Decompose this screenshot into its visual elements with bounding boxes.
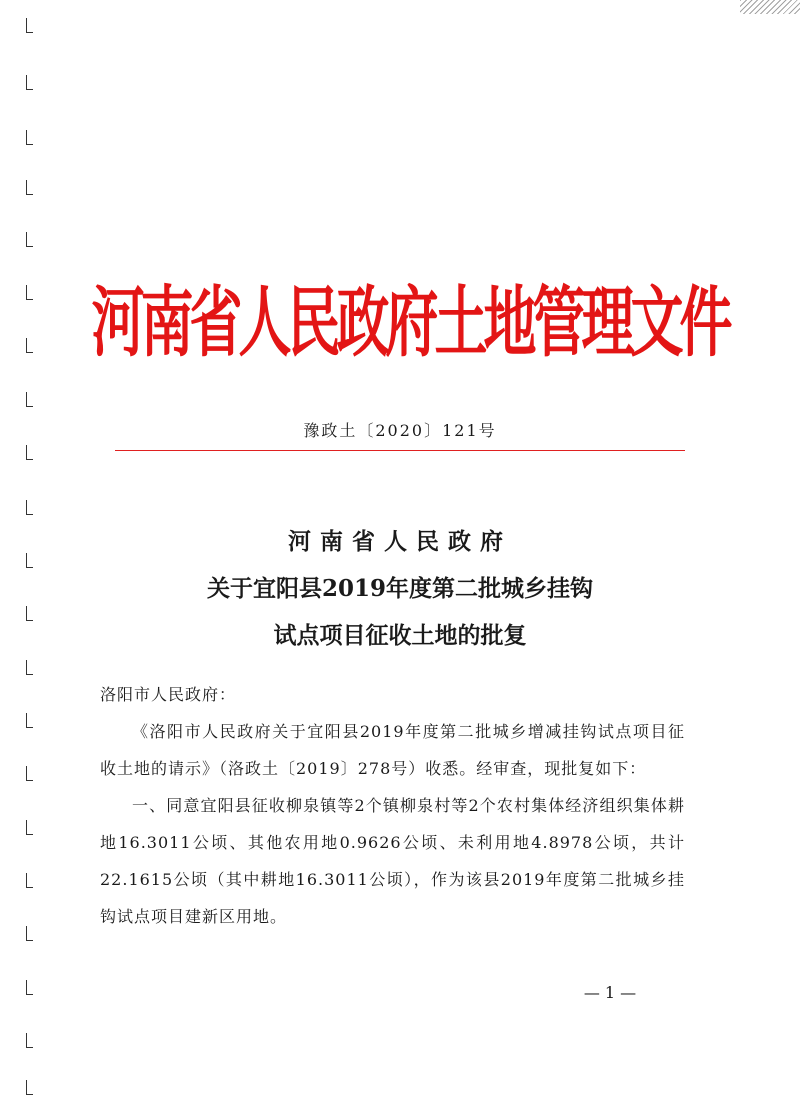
- binding-mark: [26, 820, 33, 835]
- binding-mark: [26, 606, 33, 621]
- binding-mark: [26, 873, 33, 888]
- binding-mark: [26, 285, 33, 300]
- binding-mark: [26, 232, 33, 247]
- binding-mark: [26, 338, 33, 353]
- binding-mark: [26, 766, 33, 781]
- body-paragraph: 《洛阳市人民政府关于宜阳县2019年度第二批城乡增减挂钩试点项目征收土地的请示》（洛政土〔2019〕278号）收悉。经审查，现批复如下：: [100, 722, 685, 778]
- red-divider-rule: [115, 450, 685, 451]
- body-paragraph: 一、同意宜阳县征收柳泉镇等2个镇柳泉村等2个农村集体经济组织集体耕地16.3011公顷、其他农用地0.9626公顷、未利用地4.8978公顷，共计22.1615公顷（其中耕地16.3011公顷），作为该县2019年度第二批城乡挂钩试点项目建新区用地。: [100, 796, 685, 926]
- binding-mark: [26, 18, 33, 33]
- binding-mark: [26, 713, 33, 728]
- title-line-subject-cont: 试点项目征收土地的批复: [273, 622, 527, 649]
- binding-margin-marks: [0, 0, 60, 1100]
- document-body: [100, 676, 685, 935]
- binding-mark: [26, 980, 33, 995]
- title-line-issuer: 河南省人民政府: [288, 528, 512, 555]
- binding-mark: [26, 660, 33, 675]
- document-number: 豫政土〔2020〕121号: [303, 421, 497, 440]
- recipient-line: 洛阳市人民政府：: [100, 685, 237, 704]
- binding-mark: [26, 392, 33, 407]
- document-title: [100, 518, 700, 659]
- binding-mark: [26, 553, 33, 568]
- binding-mark: [26, 500, 33, 515]
- binding-mark: [26, 180, 33, 195]
- title-line-subject: 关于宜阳县2019年度第二批城乡挂钩: [206, 575, 593, 602]
- binding-mark: [26, 130, 33, 145]
- binding-mark: [26, 1080, 33, 1095]
- page-number: — 1 —: [583, 983, 637, 1002]
- scan-edge-hatch: [740, 0, 800, 14]
- binding-mark: [26, 1033, 33, 1048]
- binding-mark: [26, 926, 33, 941]
- issuer-header: 河南省人民政府土地管理文件: [91, 279, 729, 368]
- binding-mark: [26, 75, 33, 90]
- binding-mark: [26, 445, 33, 460]
